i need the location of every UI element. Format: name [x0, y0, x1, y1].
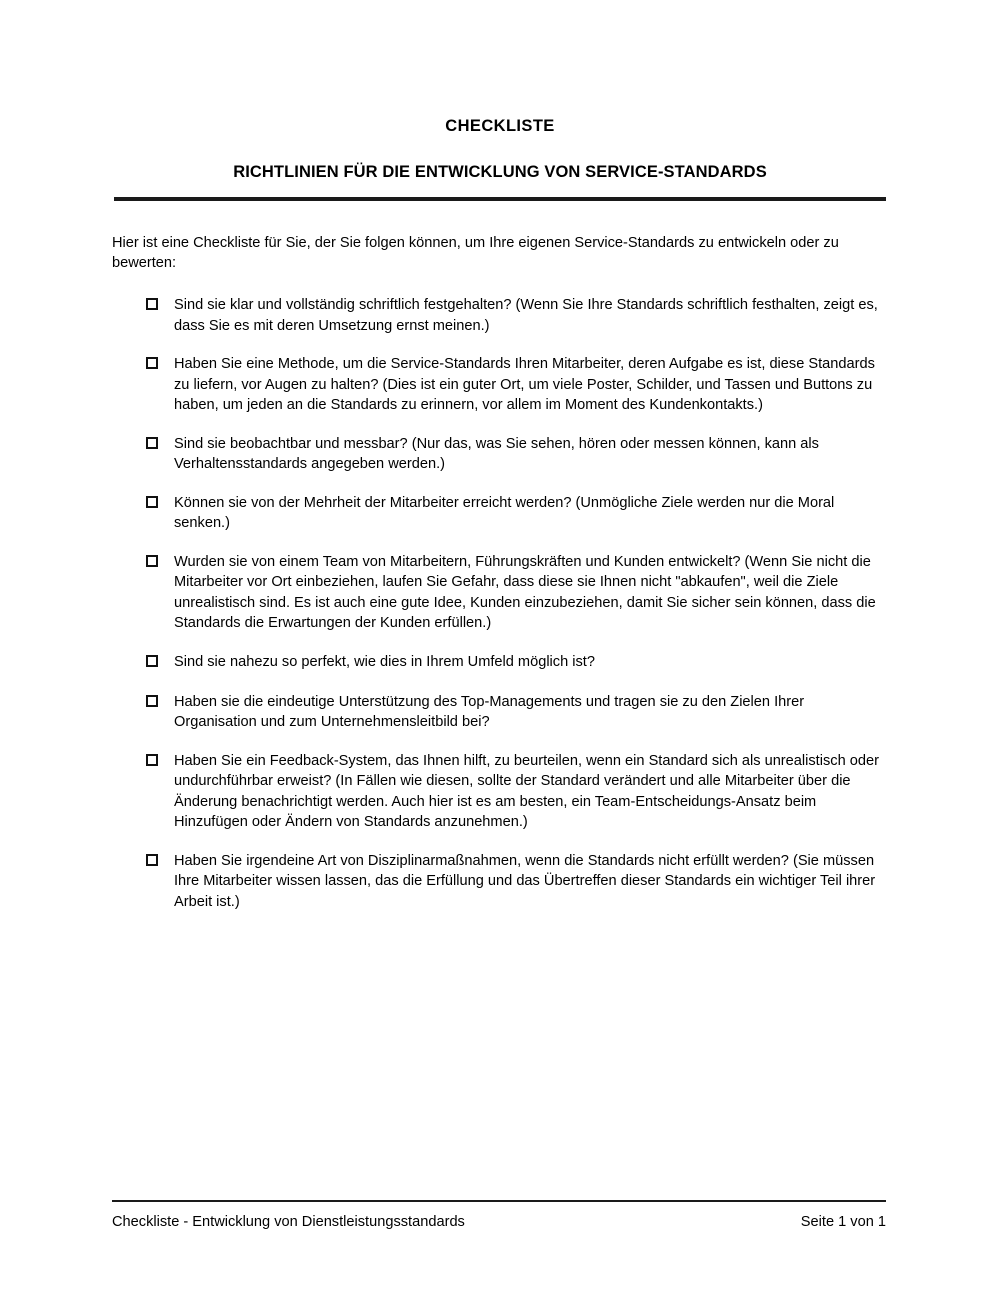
checklist-item-label: Haben Sie eine Methode, um die Service-Standards Ihren Mitarbeiter, deren Aufgabe es ist, diese Standards zu liefern, vor Augen zu halten? (Dies ist ein guter Ort, um viele Poster, Schilder, und Tassen und Buttons zu haben, um jeden an die Standards zu erinnern, vor allem im Moment des Kundenkontakts.) [174, 356, 875, 413]
checkbox-unchecked-icon[interactable] [146, 754, 161, 769]
checkbox-box [146, 357, 158, 369]
checkbox-box [146, 754, 158, 766]
checklist-item[interactable] [112, 692, 888, 733]
checklist-item-label: Sind sie klar und vollständig schriftlich festgehalten? (Wenn Sie Ihre Standards schriftlich festhalten, zeigt es, dass Sie es mit deren Umsetzung ernst meinen.) [174, 297, 878, 334]
checklist-item-label: Sind sie nahezu so perfekt, wie dies in Ihrem Umfeld möglich ist? [174, 653, 595, 670]
page-footer [112, 1200, 886, 1232]
checkbox-box [146, 555, 158, 567]
checkbox-unchecked-icon[interactable] [146, 357, 161, 372]
checklist [112, 273, 888, 912]
checklist-item-label: Haben Sie ein Feedback-System, das Ihnen hilft, zu beurteilen, wenn ein Standard sich als unrealistisch oder undurchführbar erweist? (In Fällen wie diesen, sollte der Standard verändert und alle Mitarbeiter über die Änderung benachrichtigt werden. Auch hier ist es am besten, ein Team-Entscheidungs-Ansatz beim Hinzufügen oder Ändern von Standards anzunehmen.) [174, 752, 879, 830]
checklist-item[interactable] [112, 354, 888, 416]
checklist-item[interactable] [112, 493, 888, 534]
checkbox-unchecked-icon[interactable] [146, 496, 161, 511]
intro-paragraph: Hier ist eine Checkliste für Sie, der Sie folgen können, um Ihre eigenen Service-Standards zu entwickeln oder zu bewerten: [112, 235, 839, 271]
checklist-item-label: Wurden sie von einem Team von Mitarbeitern, Führungskräften und Kunden entwickelt? (Wenn Sie nicht die Mitarbeiter vor Ort einbeziehen, laufen Sie Gefahr, dass diese sie Ihnen nicht "abkaufen", weil die Ziele unrealistisch sind. Es ist auch eine gute Idee, Kunden einzubeziehen, damit Sie sicher sein können, dass die Standards die Erwartungen der Kunden erfüllen.) [174, 553, 876, 631]
header-divider [114, 197, 886, 201]
checkbox-box [146, 437, 158, 449]
checklist-item[interactable] [112, 652, 888, 674]
checklist-item-label: Können sie von der Mehrheit der Mitarbeiter erreicht werden? (Unmögliche Ziele werden nur die Moral senken.) [174, 494, 835, 531]
checkbox-box [146, 655, 158, 667]
checklist-item[interactable] [112, 851, 888, 913]
checkbox-unchecked-icon[interactable] [146, 437, 161, 452]
page-subtitle: RICHTLINIEN FÜR DIE ENTWICKLUNG VON SERVICE-STANDARDS [233, 163, 767, 181]
checkbox-unchecked-icon[interactable] [146, 854, 161, 869]
checklist-item-label: Haben sie die eindeutige Unterstützung des Top-Managements und tragen sie zu den Zielen Ihrer Organisation und zum Unternehmensleitbild bei? [174, 693, 805, 730]
checkbox-box [146, 496, 158, 508]
checklist-item[interactable] [112, 434, 888, 475]
checkbox-box [146, 695, 158, 707]
footer-document-name: Checkliste - Entwicklung von Dienstleistungsstandards [112, 1214, 465, 1230]
checkbox-unchecked-icon[interactable] [146, 555, 161, 570]
page-title: CHECKLISTE [445, 117, 555, 135]
footer-row [112, 1202, 886, 1232]
checkbox-unchecked-icon[interactable] [146, 655, 161, 670]
checkbox-box [146, 298, 158, 310]
document-content [112, 0, 888, 912]
footer-page-number: Seite 1 von 1 [800, 1214, 886, 1230]
checkbox-unchecked-icon[interactable] [146, 695, 161, 710]
checklist-item[interactable] [112, 552, 888, 634]
checklist-item[interactable] [112, 751, 888, 833]
checkbox-box [146, 854, 158, 866]
checklist-item-label: Haben Sie irgendeine Art von Disziplinarmaßnahmen, wenn die Standards nicht erfüllt werden? (Sie müssen Ihre Mitarbeiter wissen lassen, das die Erfüllung und das Übertreffen dieser Standards ein wichtiger Teil ihrer Arbeit ist.) [174, 852, 876, 910]
checklist-item-label: Sind sie beobachtbar und messbar? (Nur das, was Sie sehen, hören oder messen können, kann als Verhaltensstandards angegeben werden.) [174, 435, 819, 472]
checkbox-unchecked-icon[interactable] [146, 298, 161, 313]
checklist-item[interactable] [112, 295, 888, 336]
